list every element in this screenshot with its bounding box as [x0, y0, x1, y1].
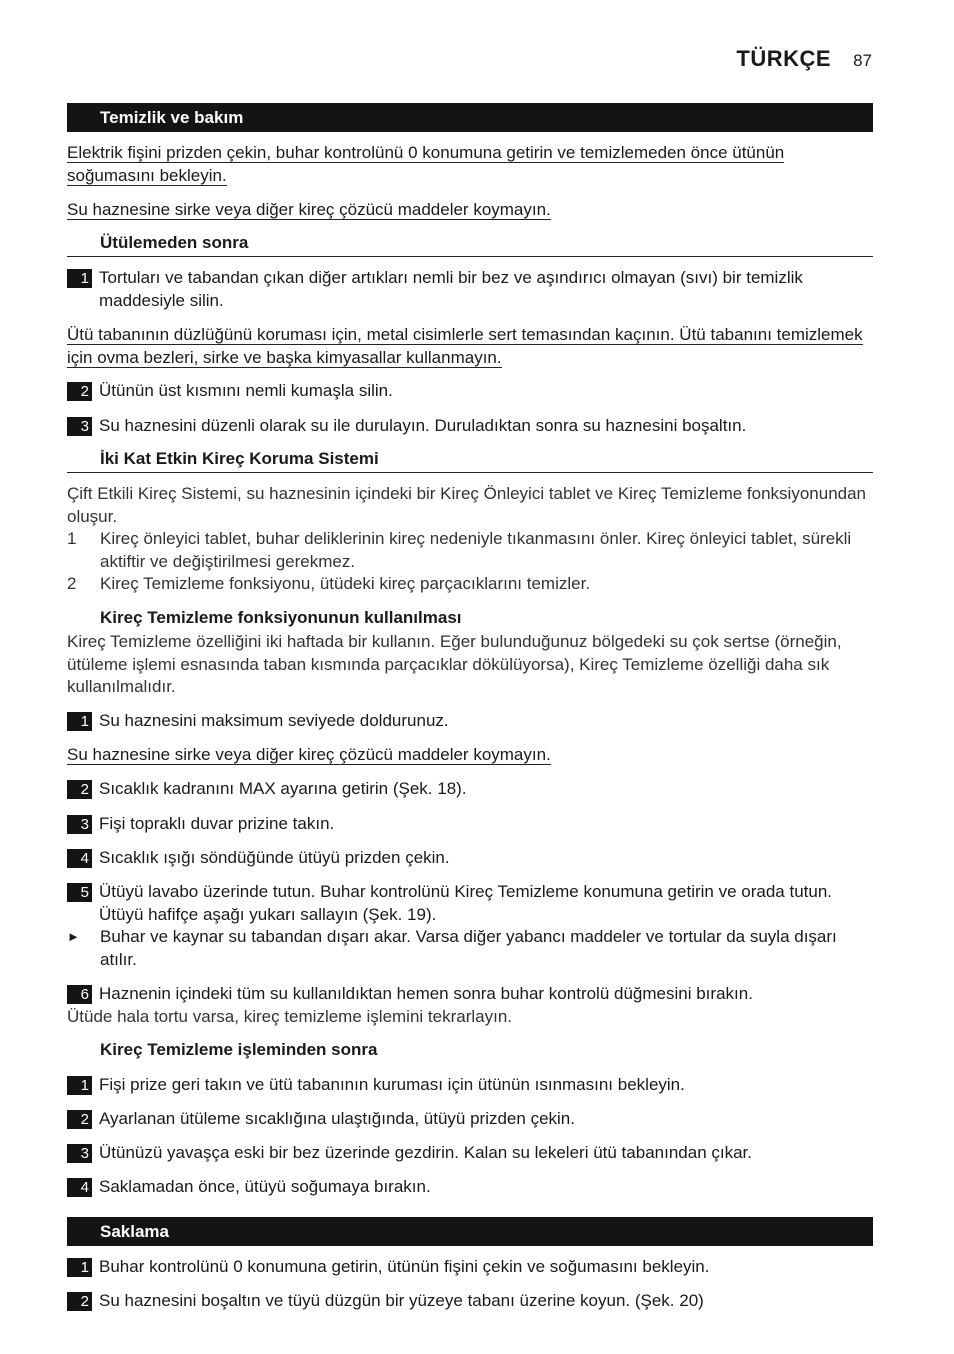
step-item: 4 Sıcaklık ışığı söndüğünde ütüyü prizden çekin. [67, 847, 873, 870]
step-item: 2 Su haznesini boşaltın ve tüyü düzgün bir yüzeye tabanı üzerine koyun. (Şek. 20) [67, 1290, 873, 1313]
section-title-cleaning: Temizlik ve bakım [67, 103, 873, 132]
list-item: 2 Kireç Temizleme fonksiyonu, ütüdeki kireç parçacıklarını temizler. [67, 574, 591, 593]
step-item: 4 Saklamadan önce, ütüyü soğumaya bırakın. [67, 1176, 873, 1199]
double-system-body [67, 483, 873, 596]
repeat-note: Ütüde hala tortu varsa, kireç temizleme işlemini tekrarlayın. [67, 1007, 512, 1026]
warning-no-vinegar-2: Su haznesine sirke veya diğer kireç çözücü maddeler koymayın. [67, 745, 551, 764]
subtitle-double-system: İki Kat Etkin Kireç Koruma Sistemi [67, 449, 873, 473]
step-item: 1 Su haznesini maksimum seviyede doldurunuz. [67, 710, 873, 733]
step-item: 1 Fişi prize geri takın ve ütü tabanının kuruması için ütünün ısınmasını bekleyin. [67, 1074, 873, 1097]
step-item: 3 Su haznesini düzenli olarak su ile durulayın. Duruladıktan sonra su haznesini boşaltın. [67, 415, 873, 438]
language-label: TÜRKÇE [736, 46, 832, 71]
step-item: 1 Tortuları ve tabandan çıkan diğer artıkları nemli bir bez ve aşındırıcı olmayan (sıvı) bir temizlik maddesiyle silin. [67, 267, 873, 312]
subtitle-calc-clean-use: Kireç Temizleme fonksiyonunun kullanılması [100, 608, 462, 627]
subtitle-after-clean: Kireç Temizleme işleminden sonra [100, 1040, 378, 1059]
list-item: 1 Kireç önleyici tablet, buhar deliklerinin kireç nedeniyle tıkanmasını önler. Kireç önleyici tablet, sürekli aktiftir ve değiştirilmesi gerekmez. [67, 529, 852, 571]
bullet-item: ► Buhar ve kaynar su tabandan dışarı akar. Varsa diğer yabancı maddeler ve tortular da suyla dışarı atılır. [67, 926, 873, 971]
step-item: 2 Sıcaklık kadranını MAX ayarına getirin (Şek. 18). [67, 778, 873, 801]
page-number: 87 [853, 51, 872, 70]
page-header [736, 46, 872, 72]
step-item: 2 Ütünün üst kısmını nemli kumaşla silin. [67, 380, 873, 403]
bullet-triangle-icon: ► [67, 929, 80, 944]
section-title-storage: Saklama [67, 1217, 873, 1246]
step-item: 6 Haznenin içindeki tüm su kullanıldıktan hemen sonra buhar kontrolü düğmesini bırakın. [67, 983, 873, 1006]
step-item: 3 Fişi topraklı duvar prizine takın. [67, 813, 873, 836]
intro-text: Çift Etkili Kireç Sistemi, su haznesinin içindeki bir Kireç Önleyici tablet ve Kireç Temizleme fonksiyonundan oluşur. [67, 484, 867, 526]
calc-clean-intro: Kireç Temizleme özelliğini iki haftada bir kullanın. Eğer bulunduğunuz bölgedeki su çok sertse (örneğin, ütüleme işlemi esnasında taban kısmında parçacıklar dökülüyorsa), Kireç Temizleme özelliği daha sık kullanılmalıdır. [67, 632, 842, 696]
warning-unplug: Elektrik fişini prizden çekin, buhar kontrolünü 0 konumuna getirin ve temizlemeden önce ütünün soğumasını bekleyin. [67, 143, 785, 185]
subtitle-after-ironing: Ütülemeden sonra [67, 233, 873, 257]
step-item: 3 Ütünüzü yavaşça eski bir bez üzerinde gezdirin. Kalan su lekeleri ütü tabanından çıkar. [67, 1142, 873, 1165]
step-item: 5 Ütüyü lavabo üzerinde tutun. Buhar kontrolünü Kireç Temizleme konumuna getirin ve orada tutun. Ütüyü hafifçe aşağı yukarı sallayın (Şek. 19). [67, 881, 873, 926]
step-item: 2 Ayarlanan ütüleme sıcaklığına ulaştığında, ütüyü prizden çekin. [67, 1108, 873, 1131]
warning-soleplate: Ütü tabanının düzlüğünü koruması için, metal cisimlerle sert temasından kaçının. Ütü tabanını temizlemek için ovma bezleri, sirke ve başka kimyasallar kullanmayın. [67, 325, 863, 367]
step-item: 1 Buhar kontrolünü 0 konumuna getirin, ütünün fişini çekin ve soğumasını bekleyin. [67, 1256, 873, 1279]
warning-no-vinegar: Su haznesine sirke veya diğer kireç çözücü maddeler koymayın. [67, 200, 551, 219]
